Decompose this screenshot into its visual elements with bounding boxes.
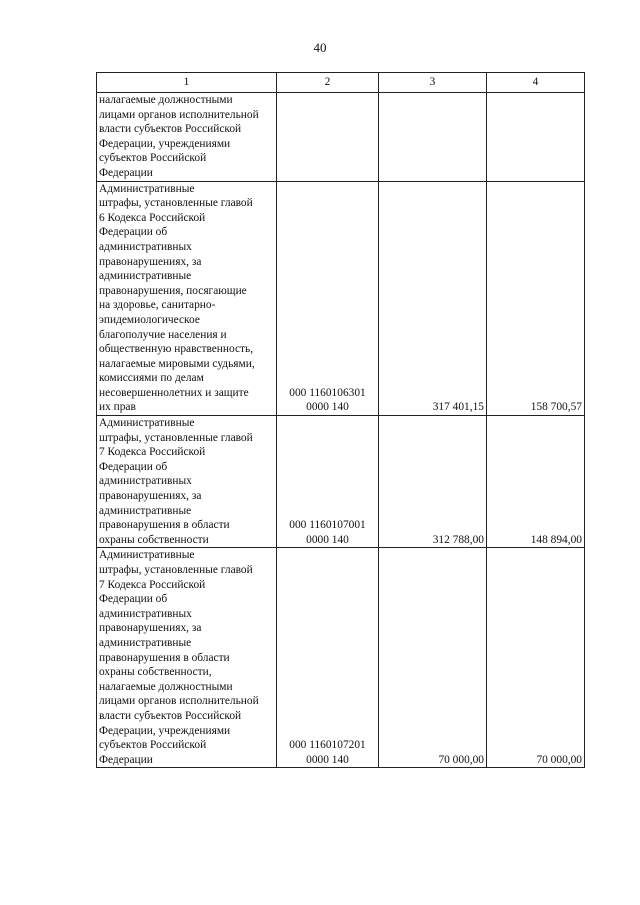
row-value-col3: 312 788,00 [379, 416, 487, 548]
row-value-col4: 148 894,00 [487, 416, 585, 548]
budget-table [96, 72, 585, 768]
table-row [97, 181, 585, 416]
page-number: 40 [313, 40, 327, 55]
column-header-3: 3 [379, 73, 487, 93]
row-description: налагаемые должностными лицами органов исполнительной власти субъектов Российской Федерации, учреждениями субъектов Российской Федерации [97, 93, 277, 182]
row-code: 000 1160107001 0000 140 [277, 416, 379, 548]
row-value-col3: 70 000,00 [379, 548, 487, 768]
row-value-col3 [379, 93, 487, 182]
row-description: Административные штрафы, установленные главой 7 Кодекса Российской Федерации об административных правонарушениях, за административные правонарушения в области охраны собственности [97, 416, 277, 548]
row-value-col4: 70 000,00 [487, 548, 585, 768]
row-description: Административные штрафы, установленные главой 6 Кодекса Российской Федерации об административных правонарушениях, за административные правонарушения, посягающие на здоровье, санитарно- эпидемиологическое благополучие населения и общественную нравственность, налагаемые мировыми судьями, комиссиями по делам несовершеннолетних и защите их прав [97, 181, 277, 416]
row-value-col4 [487, 93, 585, 182]
table-row [97, 548, 585, 768]
table-row [97, 93, 585, 182]
column-header-4: 4 [487, 73, 585, 93]
row-description: Административные штрафы, установленные главой 7 Кодекса Российской Федерации об административных правонарушениях, за административные правонарушения в области охраны собственности, налагаемые должностными лицами органов исполнительной власти субъектов Российской Федерации, учреждениями субъектов Российской Федерации [97, 548, 277, 768]
row-value-col4: 158 700,57 [487, 181, 585, 416]
row-code [277, 93, 379, 182]
column-header-1: 1 [97, 73, 277, 93]
table-row [97, 416, 585, 548]
row-code: 000 1160106301 0000 140 [277, 181, 379, 416]
row-code: 000 1160107201 0000 140 [277, 548, 379, 768]
column-header-2: 2 [277, 73, 379, 93]
table-header-row [97, 73, 585, 93]
row-value-col3: 317 401,15 [379, 181, 487, 416]
